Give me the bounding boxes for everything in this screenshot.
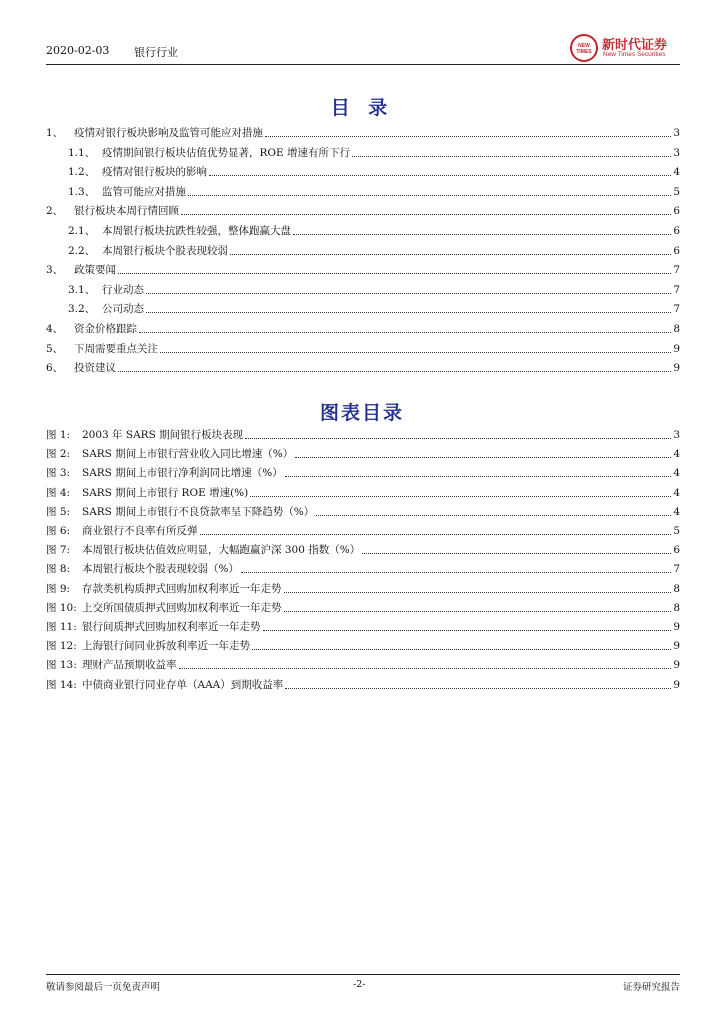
- entry-title: 中债商业银行同业存单（AAA）到期收益率: [82, 678, 284, 691]
- toc-entry[interactable]: [46, 163, 680, 179]
- figure-entry[interactable]: [46, 580, 680, 596]
- entry-title: 监管可能应对措施: [102, 185, 186, 198]
- entry-page: 5: [673, 525, 680, 537]
- entry-title: 疫情对银行板块的影响: [102, 166, 207, 179]
- entry-number: 图 4:: [46, 486, 71, 499]
- leader-dots: [352, 155, 671, 157]
- entry-number: 3.2、: [68, 303, 96, 316]
- entry-number: 图 14:: [46, 678, 77, 691]
- footer-disclaimer: 敬请参阅最后一页免责声明: [46, 982, 161, 993]
- leader-dots: [230, 253, 671, 255]
- entry-page: 4: [673, 467, 680, 480]
- entry-number: 图 12:: [46, 640, 77, 653]
- entry-page: 8: [673, 323, 680, 335]
- entry-number: 图 7:: [46, 544, 71, 557]
- figure-entry[interactable]: [46, 560, 680, 576]
- entry-title: 商业银行不良率有所反弹: [82, 525, 198, 537]
- leader-dots: [118, 272, 671, 274]
- leader-dots: [118, 370, 671, 372]
- entry-page: 7: [673, 283, 680, 296]
- entry-page: 3: [673, 429, 680, 441]
- toc-entry[interactable]: [46, 202, 680, 218]
- figure-entry[interactable]: [46, 445, 680, 461]
- leader-dots: [139, 331, 671, 333]
- entry-title: SARS 期间上市银行 ROE 增速(%): [82, 486, 249, 499]
- toc-title: 目 录: [330, 97, 394, 119]
- entry-page: 9: [673, 659, 680, 672]
- leader-dots: [284, 591, 672, 593]
- entry-number: 图 1:: [46, 429, 71, 441]
- entry-page: 6: [673, 205, 680, 218]
- leader-dots: [146, 292, 671, 294]
- entry-number: 图 10:: [46, 601, 77, 614]
- entry-number: 图 5:: [46, 505, 71, 518]
- toc-entry[interactable]: [46, 261, 680, 277]
- entry-page: 6: [673, 544, 680, 557]
- toc-entry[interactable]: [46, 222, 680, 238]
- leader-dots: [250, 495, 671, 497]
- leader-dots: [285, 687, 671, 689]
- toc-entry[interactable]: [46, 340, 680, 356]
- leader-dots: [295, 456, 671, 458]
- figure-entry[interactable]: [46, 464, 680, 480]
- entry-page: 8: [673, 601, 680, 614]
- entry-number: 图 3:: [46, 467, 71, 480]
- entry-title: 2003 年 SARS 期间银行板块表现: [82, 429, 244, 441]
- entry-number: 5、: [46, 342, 64, 355]
- entry-title: 疫情期间银行板块估值优势显著，ROE 增速有所下行: [102, 146, 351, 159]
- entry-page: 8: [673, 582, 680, 595]
- entry-number: 3、: [46, 264, 64, 277]
- entry-page: 9: [673, 678, 680, 691]
- entry-number: 图 2:: [46, 448, 71, 461]
- entry-page: 3: [673, 127, 680, 139]
- entry-page: 4: [673, 505, 680, 518]
- entry-title: 理财产品预期收益率: [82, 659, 177, 672]
- entry-number: 图 11:: [46, 621, 77, 633]
- entry-page: 9: [673, 342, 680, 355]
- logo-subtitle: New Times Securities: [603, 51, 666, 58]
- entry-title: 行业动态: [102, 283, 144, 296]
- entry-page: 5: [673, 185, 680, 198]
- figure-entry[interactable]: [46, 656, 680, 672]
- leader-dots: [316, 514, 671, 516]
- figure-entry[interactable]: [46, 618, 680, 634]
- toc-entry[interactable]: [46, 144, 680, 160]
- leader-dots: [146, 311, 671, 313]
- leader-dots: [188, 194, 671, 196]
- company-logo: [570, 32, 680, 62]
- leader-dots: [362, 552, 671, 554]
- leader-dots: [181, 213, 671, 215]
- entry-title: 本周银行板块个股表现较弱（%）: [82, 563, 239, 576]
- figure-entry[interactable]: [46, 676, 680, 692]
- entry-number: 图 6:: [46, 525, 71, 537]
- entry-page: 6: [673, 244, 680, 257]
- leader-dots: [284, 610, 672, 612]
- entry-title: 资金价格跟踪: [74, 323, 137, 335]
- figure-entry[interactable]: [46, 503, 680, 519]
- entry-title: 上海银行间同业拆放利率近一年走势: [82, 640, 250, 653]
- leader-dots: [160, 351, 671, 353]
- leader-dots: [245, 437, 671, 439]
- figure-entry[interactable]: [46, 426, 680, 442]
- leader-dots: [285, 475, 672, 477]
- figure-entry[interactable]: [46, 484, 680, 500]
- entry-number: 图 13:: [46, 659, 77, 672]
- leader-dots: [209, 174, 671, 176]
- toc-entry[interactable]: [46, 242, 680, 258]
- entry-title: 本周银行板块抗跌性较强，整体跑赢大盘: [102, 225, 291, 237]
- entry-number: 图 9:: [46, 582, 71, 595]
- entry-number: 1.2、: [68, 166, 96, 179]
- entry-number: 1.1、: [68, 146, 96, 159]
- logo-mark-icon: NEW TIMES: [570, 34, 598, 62]
- entry-page: 7: [673, 303, 680, 316]
- logo-name: 新时代证券: [602, 38, 668, 53]
- page-header: [46, 38, 680, 64]
- entry-page: 7: [673, 264, 680, 277]
- entry-title: 存款类机构质押式回购加权利率近一年走势: [82, 582, 282, 595]
- figure-entry[interactable]: [46, 522, 680, 538]
- entry-title: SARS 期间上市银行营业收入同比增速（%）: [82, 448, 294, 461]
- toc-entry[interactable]: [46, 281, 680, 297]
- entry-title: 下周需要重点关注: [74, 342, 158, 355]
- figure-entry[interactable]: [46, 541, 680, 557]
- entry-page: 9: [673, 621, 680, 633]
- entry-page: 9: [673, 640, 680, 653]
- entry-number: 3.1、: [68, 283, 96, 296]
- entry-page: 6: [673, 225, 680, 237]
- entry-title: 上交所国债质押式回购加权利率近一年走势: [82, 601, 282, 614]
- entry-number: 图 8:: [46, 563, 71, 576]
- page-footer: [46, 974, 680, 995]
- figures-title: 图表目录: [319, 402, 404, 424]
- entry-page: 3: [673, 146, 680, 159]
- entry-title: SARS 期间上市银行净利润同比增速（%）: [82, 467, 283, 480]
- leader-dots: [252, 648, 671, 650]
- leader-dots: [293, 233, 671, 235]
- entry-title: 公司动态: [102, 303, 144, 316]
- entry-title: 投资建议: [74, 362, 116, 375]
- entry-number: 2.1、: [68, 225, 96, 237]
- entry-number: 2.2、: [68, 244, 96, 257]
- toc-entry[interactable]: [46, 183, 680, 199]
- toc-entry[interactable]: [46, 300, 680, 316]
- leader-dots: [241, 571, 671, 573]
- figure-entry[interactable]: [46, 599, 680, 615]
- entry-title: 本周银行板块个股表现较弱: [102, 244, 228, 257]
- figure-entry[interactable]: [46, 637, 680, 653]
- toc-entry[interactable]: [46, 320, 680, 336]
- entry-title: 银行板块本周行情回顾: [74, 205, 179, 218]
- entry-number: 6、: [46, 362, 64, 375]
- entry-page: 9: [673, 362, 680, 375]
- entry-title: SARS 期间上市银行不良贷款率呈下降趋势（%）: [82, 505, 315, 518]
- report-category: 银行行业: [134, 46, 178, 59]
- toc-entry[interactable]: [46, 124, 680, 140]
- leader-dots: [265, 135, 671, 137]
- leader-dots: [179, 667, 672, 669]
- entry-number: 1.3、: [68, 185, 96, 198]
- footer-report-type: 证券研究报告: [622, 982, 680, 993]
- entry-page: 4: [673, 448, 680, 461]
- entry-page: 4: [673, 486, 680, 499]
- entry-title: 政策要闻: [74, 264, 116, 277]
- entry-title: 银行间质押式回购加权利率近一年走势: [82, 621, 261, 633]
- entry-page: 7: [673, 563, 680, 576]
- footer-page-number: -2-: [353, 979, 366, 990]
- entry-title: 疫情对银行板块影响及监管可能应对措施: [74, 127, 263, 139]
- toc-entry[interactable]: [46, 359, 680, 375]
- header-rule: [46, 64, 680, 65]
- entry-number: 2、: [46, 205, 64, 218]
- entry-number: 1、: [46, 127, 64, 139]
- entry-page: 4: [673, 166, 680, 179]
- leader-dots: [263, 629, 672, 631]
- entry-number: 4、: [46, 323, 64, 335]
- leader-dots: [200, 533, 672, 535]
- report-date: 2020-02-03: [46, 44, 110, 57]
- entry-title: 本周银行板块估值效应明显，大幅跑赢沪深 300 指数（%）: [82, 544, 361, 557]
